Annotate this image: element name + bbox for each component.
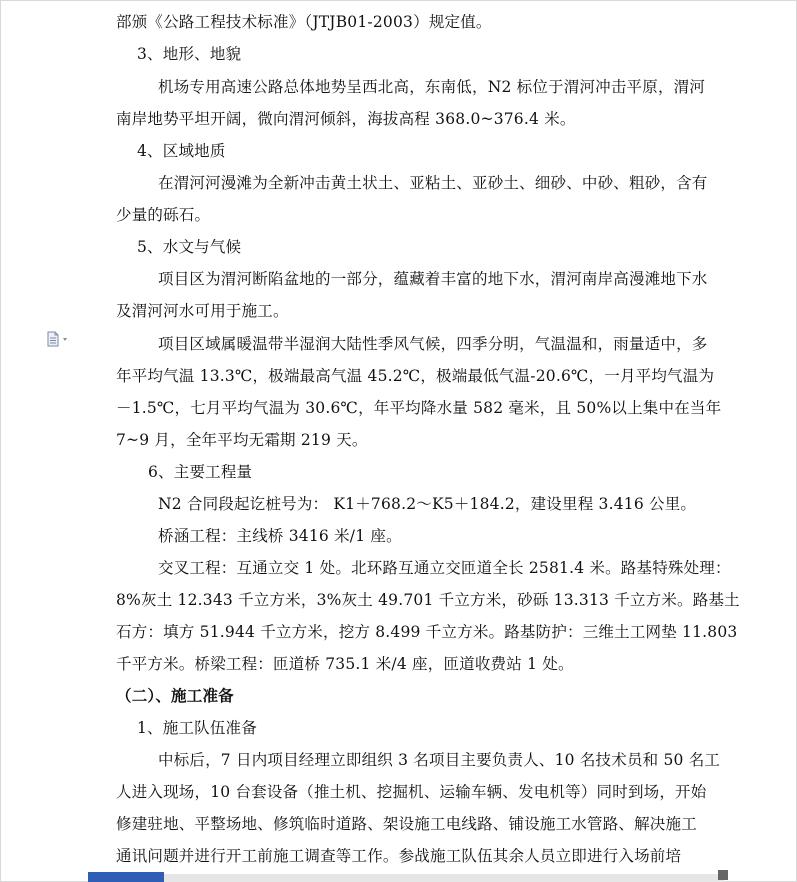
text-line-4: 南岸地势平坦开阔，微向渭河倾斜，海拔高程 368.0~376.4 米。 [116, 110, 576, 128]
section-heading-quantities: 6、主要工程量 [148, 463, 253, 481]
text-line-20: 石方：填方 51.944 千立方米，挖方 8.499 千立方米。路基防护：三维土工网垫 11.803 [116, 623, 738, 641]
text-line-17: 桥涵工程：主线桥 3416 米/1 座。 [158, 527, 402, 545]
text-line-21: 千平方米。桥梁工程：匝道桥 735.1 米/4 座，匝道收费站 1 处。 [116, 655, 574, 673]
text-line-11: 项目区域属暖温带半湿润大陆性季风气候，四季分明，气温温和，雨量适中，多 [158, 335, 708, 353]
text-line-12: 年平均气温 13.3℃，极端最高气温 45.2℃，极端最低气温-20.6℃，一月平均气温为 [116, 367, 715, 385]
text-line-10: 及渭河河水可用于施工。 [116, 302, 289, 320]
text-line-18: 交叉工程：互通立交 1 处。北环路互通立交匝道全长 2581.4 米。路基特殊处理： [158, 559, 731, 577]
scroll-marker-icon [718, 870, 728, 880]
text-line-24: 中标后，7 日内项目经理立即组织 3 名项目主要负责人、10 名技术员和 50 名工 [158, 751, 721, 769]
section-heading-hydrology: 5、水文与气候 [137, 238, 242, 256]
horizontal-scrollbar-thumb[interactable] [88, 872, 164, 882]
text-line-25: 人进入现场，10 台套设备（推土机、挖掘机、运输车辆、发电机等）同时到场，开始 [116, 783, 707, 801]
text-line-1: 部颁《公路工程技术标准》（JTJB01-2003）规定值。 [116, 13, 492, 31]
text-line-26: 修建驻地、平整场地、修筑临时道路、架设施工电线路、铺设施工水管路、解决施工 [116, 815, 697, 833]
section-heading-preparation: （二）、施工准备 [116, 686, 234, 705]
text-line-13: －1.5℃，七月平均气温为 30.6℃，年平均降水量 582 毫米，且 50%以上集中在当年 [116, 399, 722, 417]
text-line-16: N2 合同段起讫桩号为： K1＋768.2～K5＋184.2，建设里程 3.416 公里。 [158, 495, 697, 513]
document-icon[interactable] [46, 331, 72, 347]
text-line-6: 在渭河河漫滩为全新冲击黄土状土、亚粘土、亚砂土、细砂、中砂、粗砂，含有 [158, 174, 708, 192]
text-line-19: 8%灰土 12.343 千立方米，3%灰土 49.701 千立方米，砂砾 13.313 千立方米。路基土 [116, 591, 740, 609]
text-line-14: 7~9 月，全年平均无霜期 219 天。 [116, 431, 368, 449]
section-heading-team: 1、施工队伍准备 [137, 719, 257, 737]
section-heading-terrain: 3、地形、地貌 [137, 45, 242, 63]
section-heading-geology: 4、区域地质 [137, 142, 226, 160]
text-line-7: 少量的砾石。 [116, 206, 211, 224]
text-line-27: 通讯问题并进行开工前施工调查等工作。参战施工队伍其余人员立即进行入场前培 [116, 847, 682, 865]
text-line-9: 项目区为渭河断陷盆地的一部分，蕴藏着丰富的地下水，渭河南岸高漫滩地下水 [158, 270, 708, 288]
horizontal-scrollbar-track[interactable] [164, 874, 724, 882]
text-line-3: 机场专用高速公路总体地势呈西北高，东南低，N2 标位于渭河冲击平原，渭河 [158, 78, 706, 96]
